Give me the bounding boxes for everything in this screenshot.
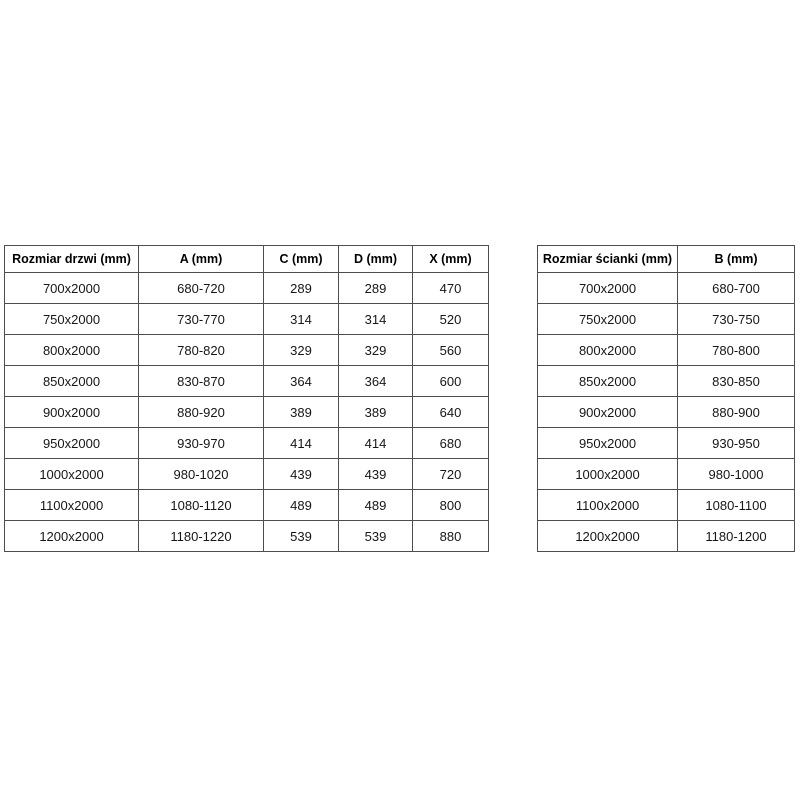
table-row — [538, 366, 795, 397]
table-row — [5, 366, 489, 397]
table-cell: 289 — [339, 273, 413, 304]
table-cell: 900x2000 — [5, 397, 139, 428]
table-row — [538, 490, 795, 521]
table-cell: 930-970 — [139, 428, 264, 459]
table-cell: 1100x2000 — [538, 490, 678, 521]
door-sizes-table — [4, 245, 489, 552]
table-cell: 600 — [413, 366, 489, 397]
table-row — [538, 304, 795, 335]
table-cell: 489 — [339, 490, 413, 521]
table-header-cell: Rozmiar drzwi (mm) — [5, 246, 139, 273]
table-header-cell: D (mm) — [339, 246, 413, 273]
table-cell: 439 — [264, 459, 339, 490]
table-cell: 780-800 — [678, 335, 795, 366]
table-cell: 950x2000 — [538, 428, 678, 459]
table-header-row — [5, 246, 489, 273]
table-cell: 439 — [339, 459, 413, 490]
table-cell: 850x2000 — [538, 366, 678, 397]
table-row — [5, 273, 489, 304]
table-cell: 680-700 — [678, 273, 795, 304]
table-cell: 640 — [413, 397, 489, 428]
table-header-cell: X (mm) — [413, 246, 489, 273]
table-cell: 880 — [413, 521, 489, 552]
table-cell: 414 — [264, 428, 339, 459]
table-cell: 1080-1120 — [139, 490, 264, 521]
table-cell: 900x2000 — [538, 397, 678, 428]
table-row — [538, 273, 795, 304]
table-header-cell: B (mm) — [678, 246, 795, 273]
wall-sizes-table — [537, 245, 795, 552]
table-row — [538, 521, 795, 552]
table-row — [5, 521, 489, 552]
table-cell: 850x2000 — [5, 366, 139, 397]
table-cell: 800x2000 — [5, 335, 139, 366]
table-cell: 800 — [413, 490, 489, 521]
table-row — [5, 397, 489, 428]
table-cell: 930-950 — [678, 428, 795, 459]
table-cell: 289 — [264, 273, 339, 304]
table-header-row — [538, 246, 795, 273]
table-cell: 560 — [413, 335, 489, 366]
table-row — [5, 459, 489, 490]
table-cell: 389 — [264, 397, 339, 428]
table-row — [5, 335, 489, 366]
table-header-cell: A (mm) — [139, 246, 264, 273]
table-cell: 680-720 — [139, 273, 264, 304]
table-cell: 700x2000 — [538, 273, 678, 304]
table-cell: 1080-1100 — [678, 490, 795, 521]
table-row — [538, 459, 795, 490]
table-row — [538, 397, 795, 428]
table-header-cell: C (mm) — [264, 246, 339, 273]
table-cell: 1000x2000 — [5, 459, 139, 490]
table-cell: 314 — [339, 304, 413, 335]
table-cell: 364 — [339, 366, 413, 397]
table-cell: 700x2000 — [5, 273, 139, 304]
table-cell: 720 — [413, 459, 489, 490]
table-cell: 329 — [339, 335, 413, 366]
table-row — [538, 335, 795, 366]
table-header-cell: Rozmiar ścianki (mm) — [538, 246, 678, 273]
table-cell: 980-1020 — [139, 459, 264, 490]
table-cell: 489 — [264, 490, 339, 521]
table-cell: 880-900 — [678, 397, 795, 428]
table-cell: 950x2000 — [5, 428, 139, 459]
table-cell: 1200x2000 — [538, 521, 678, 552]
table-cell: 329 — [264, 335, 339, 366]
table-cell: 314 — [264, 304, 339, 335]
table-cell: 830-870 — [139, 366, 264, 397]
table-cell: 880-920 — [139, 397, 264, 428]
table-row — [5, 490, 489, 521]
table-cell: 1000x2000 — [538, 459, 678, 490]
table-cell: 1180-1220 — [139, 521, 264, 552]
table-row — [5, 304, 489, 335]
table-cell: 830-850 — [678, 366, 795, 397]
table-cell: 800x2000 — [538, 335, 678, 366]
table-cell: 364 — [264, 366, 339, 397]
table-cell: 1100x2000 — [5, 490, 139, 521]
table-cell: 980-1000 — [678, 459, 795, 490]
table-cell: 730-770 — [139, 304, 264, 335]
table-row — [5, 428, 489, 459]
table-cell: 414 — [339, 428, 413, 459]
table-cell: 1200x2000 — [5, 521, 139, 552]
table-cell: 520 — [413, 304, 489, 335]
table-cell: 750x2000 — [538, 304, 678, 335]
table-cell: 389 — [339, 397, 413, 428]
table-cell: 539 — [339, 521, 413, 552]
table-cell: 730-750 — [678, 304, 795, 335]
table-cell: 539 — [264, 521, 339, 552]
table-cell: 680 — [413, 428, 489, 459]
table-cell: 470 — [413, 273, 489, 304]
table-cell: 750x2000 — [5, 304, 139, 335]
table-cell: 1180-1200 — [678, 521, 795, 552]
table-row — [538, 428, 795, 459]
table-cell: 780-820 — [139, 335, 264, 366]
